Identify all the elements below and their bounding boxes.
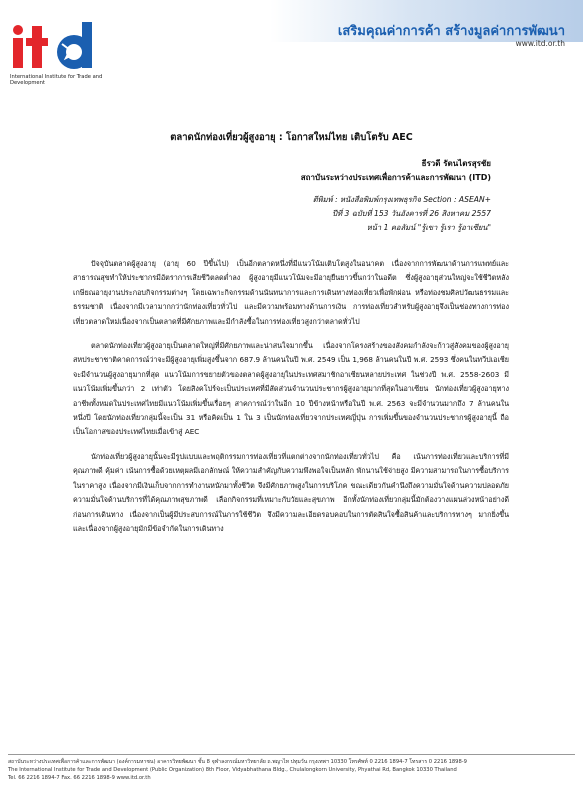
header-tagline: เสริมคุณค่าการค้า สร้างมูลค่าการพัฒนา [337,24,565,39]
author-organization: สถาบันระหว่างประเทศเพื่อการค้าและการพัฒนา (ITD) [300,173,491,182]
footer-line: The International Institute for Trade and Development (Public Organization) 8th Floor, Vidyabhathana Bldg., Chulalongkorn University, Phyathai Rd, Bangkok 10330 Thailand [8,767,457,773]
paragraph: นักท่องเที่ยวผู้สูงอายุนั้นจะมีรูปแบบและพฤติกรรมการท่องเที่ยวที่แตกต่างจากนักท่องเที่ยวทั่วไป คือ เน้นการท่องเที่ยวและบริการที่มีคุณภาพดี คุ้มค่า เน้นการซื้อด้วยเหตุผลมีเอกลักษณ์ ให้ความสำคัญกับความพึงพอใจเป็นหลัก พักนานใช้จ่ายสูง มีความสามารถในการซื้อบริการในราคาสูง เนื่องจากมีเงินเก็บจากการทำงานหนักมาทั้งชีวิต จึงมีศักยภาพสูงในการบริโภค ขณะเดียวกันคำนึงถึงความมั่นใจด้านความปลอดภัย ความมั่นใจด้านบริการที่ได้คุณภาพสุขภาพดี เลือกกิจกรรมที่เหมาะกับวัยและสุขภาพ อีกทั้งนักท่องเที่ยวกลุ่มนี้มักต้องวางแผนล่วงหน้าอย่างดีก่อนการเดินทาง เนื่องจากเป็นผู้มีประสบการณ์ในการใช้ชีวิต จึงมีความละเอียดรอบคอบในการตัดสินใจซื้อสินค้าและบริการทางๆ มากยิ่งขึ้น และเนื่องจากผู้สูงอายุมักมีข้อจำกัดในการเดินทาง [73,451,509,533]
paragraph: ปัจจุบันตลาดผู้สูงอายุ (อายุ 60 ปีขึ้นไป) เป็นอีกตลาดหนึ่งที่มีแนวโน้มเติบโตสูงในอนาคต เนื่องจากการพัฒนาด้านการแพทย์และสาธารณสุขทำให้ประชากรมีอัตราการเสียชีวิตลดต่ำลง ผู้สูงอายุมีแนวโน้มจะมีอายุยืนยาวขึ้นกว่าในอดีต ซึ่งผู้สูงอายุส่วนใหญ่จะใช้ชีวิตหลังเกษียณอายุงานประกอบกิจกรรมต่างๆ โดยเฉพาะกิจกรรมด้านนันทนาการและการเดินทางท่องเที่ยวเพื่อพักผ่อน หรือท่องชมศิลปวัฒนธรรมและธรรมชาติ เนื่องจากมีเวลามากกว่านักท่องเที่ยวทั่วไป และมีความพร้อมทางด้านการเงิน การท่องเที่ยวสำหรับผู้สูงอายุจึงเป็นช่องทางการท่องเที่ยวตลาดใหม่เนื่องจากเป็นตลาดที่มีศักยภาพและมีกำลังซื้อในการท่องเที่ยวสูงกว่าตลาดทั่วไป [73,259,509,326]
page-footer [8,754,575,782]
article-title: ตลาดนักท่องเที่ยวผู้สูงอายุ : โอกาสใหม่ไทย เติบโตรับ AEC [170,132,413,143]
footer-line: Tel. 66 2216 1894-7 Fax. 66 2216 1898-9 www.itd.or.th [8,775,151,781]
article-body [73,257,509,546]
author-block [301,157,491,185]
source-line: ปีที่ 3 ฉบับที่ 153 วันอังคารที่ 26 สิงหาคม 2557 [332,209,491,218]
publication-source [313,193,491,235]
header-website[interactable]: www.itd.or.th [515,39,565,48]
footer-line: สถาบันระหว่างประเทศเพื่อการค้าและการพัฒนา (องค์การมหาชน) อาคารวิทยพัฒนา ชั้น 8 จุฬาลงกรณ์มหาวิทยาลัย ถ.พญาไท ปทุมวัน กรุงเทพฯ 10330 โทรศัพท์ 0 2216 1894-7 โทรสาร 0 2216 1898-9 [8,759,467,765]
source-line: ตีพิมพ์ : หนังสือพิมพ์กรุงเทพธุรกิจ Section : ASEAN+ [312,195,491,204]
logo-subtitle: International Institute for Trade and Development [10,74,103,86]
paragraph: ตลาดนักท่องเที่ยวผู้สูงอายุเป็นตลาดใหญ่ที่มีศักยภาพและน่าสนใจมากขึ้น เนื่องจากโครงสร้างของสังคมกำลังจะก้าวสู่สังคมของผู้สูงอายุ สหประชาชาติคาดการณ์ว่าจะมีผู้สูงอายุเพิ่มสูงขึ้นจาก 687.9 ล้านคนในปี พ.ศ. 2549 เป็น 1,968 ล้านคนในปี พ.ศ. 2593 ซึ่งคนในทวีปเอเชียจะมีจำนวนผู้สูงอายุมากที่สุด แนวโน้มการขยายตัวของตลาดผู้สูงอายุในประเทศสมาชิกอาเซียนหลายประเทศ ในช่วงปี พ.ศ. 2558-2603 มีแนวโน้มเพิ่มขึ้นกว่า 2 เท่าตัว โดยสิงคโปร์จะเป็นประเทศที่มีสัดส่วนจำนวนประชากรผู้สูงอายุมากที่สุดในอาเซียน นักท่องเที่ยวผู้สูงอายุทางอาชีพทั้งหมดในประเทศไทยมีแนวโน้มเพิ่มขึ้นเรื่อยๆ สาคการณ์ว่าในอีก 10 ปีข้างหน้าหรือในปี พ.ศ. 2563 จะมีจำนวนมากถึง 7 ล้านคนในหนึ่งปี โดยนักท่องเที่ยวกลุ่มนี้จะเป็น 31 หรือคิดเป็น 1 ใน 3 เป็นนักท่องเที่ยวจากประเทศญี่ปุ่น การเพิ่มขึ้นของจำนวนประชากรผู้สูงอายุนี้ ถือเป็นโอกาสของประเทศไทยเมื่อเข้าสู่ AEC [73,341,509,437]
author-name: ธีรวดี รัตนไตรสุรชัย [421,159,491,168]
source-line: หน้า 1 คอลัมน์ "รู้เขา รู้เรา รู้อาเซียน" [366,223,491,232]
